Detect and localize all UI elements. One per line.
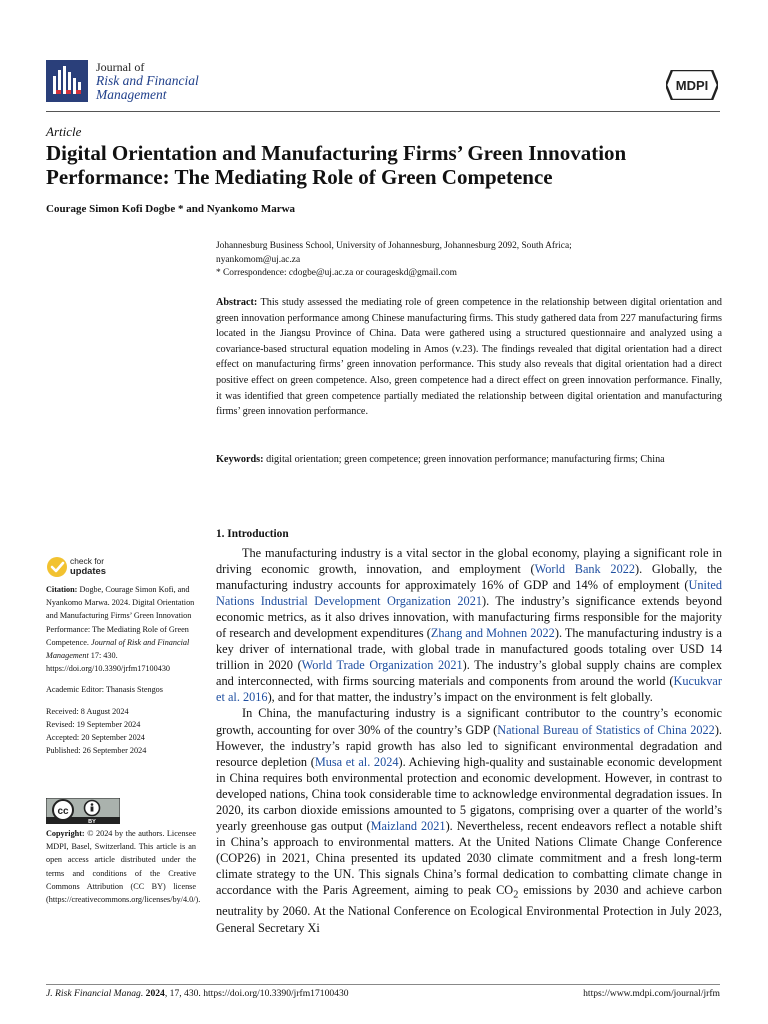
citation	[46, 583, 196, 675]
affiliation-line: Johannesburg Business School, University of Johannesburg, Johannesburg 2092, South Africa;	[216, 241, 572, 251]
citation-link[interactable]: Zhang and Mohnen 2022	[430, 626, 555, 641]
article-type: Article	[46, 124, 82, 139]
journal-logo-icon	[46, 60, 88, 102]
footer-citation	[46, 988, 349, 999]
footer-year: 2024	[145, 988, 165, 999]
date-received: Received: 8 August 2024	[46, 706, 129, 716]
author-list: Courage Simon Kofi Dogbe * and Nyankomo Marwa	[46, 203, 296, 215]
citation-link[interactable]: Musa et al. 2024	[314, 754, 399, 769]
intro-paragraph-1	[216, 545, 722, 705]
abstract-label: Abstract:	[216, 297, 258, 308]
journal-name-line1: Journal of	[96, 60, 145, 74]
paragraph-text: In China, the manufacturing industry is a significant contributor to the country’s economic growth, accounting for over 30% of the country’s GDP (	[216, 706, 722, 737]
academic-editor: Academic Editor: Thanasis Stengos	[46, 685, 163, 695]
cc-by-label: BY	[88, 819, 96, 824]
cc-by-license-icon[interactable]	[46, 798, 120, 824]
citation-link[interactable]: United Nations Industrial Development Organization 2021	[216, 578, 722, 609]
copyright-text: © 2024 by the authors. Licensee MDPI, Basel, Switzerland. This article is an open access article distributed under the terms and conditions of the Creative Commons Attribution (CC BY) license (https://creativecommons.org/licenses/by/4.0/).	[46, 829, 201, 905]
citation-link[interactable]: Kucukvar et al. 2016	[216, 674, 722, 705]
keywords-text: digital orientation; green competence; green innovation performance; manufacturing firms; China	[266, 454, 665, 465]
paragraph-text: ), and for that matter, the industry’s impact on the environment is felt globally.	[267, 690, 653, 705]
introduction-body	[216, 545, 722, 936]
paragraph-text: emissions by 2030 and achieve carbon neutrality by 2060. At the National Conference on Ecological Environmental Protection in July 2023, General Secretary Xi	[216, 882, 722, 935]
copyright-notice	[46, 827, 201, 906]
footer-journal-url[interactable]: https://www.mdpi.com/journal/jrfm	[583, 988, 720, 999]
paragraph-text: ). Nevertheless, recent endeavors reflect a notable shift in China’s approach to environmental matters. At the United Nations Climate Change Conference (COP26) in 2021, China presented its updated 2030 climate commitment and a fresh long-term climate strategy to the UN. This signals China’s formal dedication to combatting climate change in accordance with the Paris Agreement, aiming to peak CO	[216, 818, 722, 897]
publisher-name: MDPI	[675, 78, 709, 93]
footer-journal-abbrev: J. Risk Financial Manag.	[46, 988, 144, 999]
check-for-updates-line2: updates	[70, 565, 106, 576]
citation-link[interactable]: National Bureau of Statistics of China 2022	[497, 722, 715, 737]
citation-label: Citation:	[46, 585, 78, 594]
correspondence-line: * Correspondence: cdogbe@uj.ac.za or courageskd@gmail.com	[216, 268, 457, 278]
citation-text: Dogbe, Courage Simon Kofi, and Nyankomo Marwa. 2024. Digital Orientation and Manufacturing Firms’ Green Innovation Performance: The Mediating Role of Green Competence.	[46, 585, 195, 647]
paragraph-text: The manufacturing industry is a vital sector in the global economy, playing a significant role in driving economic growth, innovation, and employment (	[216, 546, 722, 577]
abstract-text: This study assessed the mediating role of green competence in the relationship between digital orientation and green innovation performance among Chinese manufacturing firms. This study gathered data from 227 manufacturing firms located in the Jiangsu Province of China. Data were gathered using a structured questionnaire and analyzed using a covariance-based structural equation modeling in Amos (v.23). The findings revealed that digital orientation had a direct effect on manufacturing firms’ green innovation performance. This study also reveals that digital orientation had a direct positive effect on green competence. Also, green competence had a direct effect on green innovation performance. Finally, it was identified that green competence partially mediated the relationship between digital orientation and manufacturing firms’ green innovation performance.	[216, 297, 722, 418]
citation-link[interactable]: Maizland 2021	[370, 818, 446, 833]
header-divider	[46, 111, 720, 112]
citation-link[interactable]: World Trade Organization 2021	[301, 658, 463, 673]
date-accepted: Accepted: 20 September 2024	[46, 733, 145, 743]
citation-link[interactable]: World Bank 2022	[534, 562, 636, 577]
subscript: 2	[513, 889, 519, 901]
check-for-updates-label[interactable]	[70, 557, 106, 575]
footer-doi[interactable]: , 17, 430. https://doi.org/10.3390/jrfm17100430	[164, 988, 349, 999]
copyright-label: Copyright:	[46, 829, 85, 838]
citation-journal: Journal of Risk and Financial Management	[46, 637, 190, 661]
paragraph-text: ). Achieving high-quality and sustainable economic development in China requires both environmental protection and economic development. However, in contrast to developed nations, China took considerable time to acknowledge environmental degradation issues. In 2020, its carbon dioxide emissions amounted to 5 gigatons, comprising over a quarter of the world’s yearly greenhouse gas output (	[216, 754, 722, 833]
sidebar-info	[46, 583, 196, 757]
date-published: Published: 26 September 2024	[46, 746, 147, 756]
affiliation-block	[216, 240, 726, 281]
abstract	[216, 295, 722, 420]
paragraph-text: ). The industry’s significance extends beyond economic metrics, as it also drives innovation, with manufacturing firms responsible for the majority of research and development expenditures (	[216, 594, 722, 641]
journal-name	[96, 60, 199, 102]
paragraph-text: ). Globally, the manufacturing industry accounts for approximately 16% of GDP and 14% of employment (	[216, 562, 722, 593]
paragraph-text: ). The manufacturing industry is a key driver of international trade, with global trade in manufactured goods totaling over USD 14 trillion in 2020 (	[216, 626, 723, 673]
affiliation-email[interactable]: nyankomom@uj.ac.za	[216, 254, 301, 265]
paragraph-text: ). The industry’s global supply chains are complex and interconnected, with firms sourcing materials and components from around the world (	[216, 658, 723, 689]
keywords-label: Keywords:	[216, 454, 264, 465]
check-for-updates-line1: check for	[70, 556, 104, 566]
journal-name-line2: Risk and Financial	[96, 73, 199, 88]
keywords	[216, 452, 722, 468]
article-title: Digital Orientation and Manufacturing Firms’ Green Innovation Performance: The Mediating Role of Green Competence	[46, 141, 627, 189]
svg-text:cc: cc	[57, 806, 69, 817]
citation-doi[interactable]: 17: 430. https://doi.org/10.3390/jrfm17100430	[46, 651, 171, 674]
section-heading-introduction: 1. Introduction	[216, 528, 289, 540]
journal-name-line3: Management	[96, 87, 167, 102]
date-revised: Revised: 19 September 2024	[46, 719, 141, 729]
intro-paragraph-2	[216, 705, 722, 935]
paragraph-text: ). However, the industry’s rapid growth has also led to significant environmental degradation and resource depletion (	[216, 722, 722, 769]
footer-divider	[46, 984, 720, 985]
mdpi-logo-icon	[666, 70, 718, 100]
